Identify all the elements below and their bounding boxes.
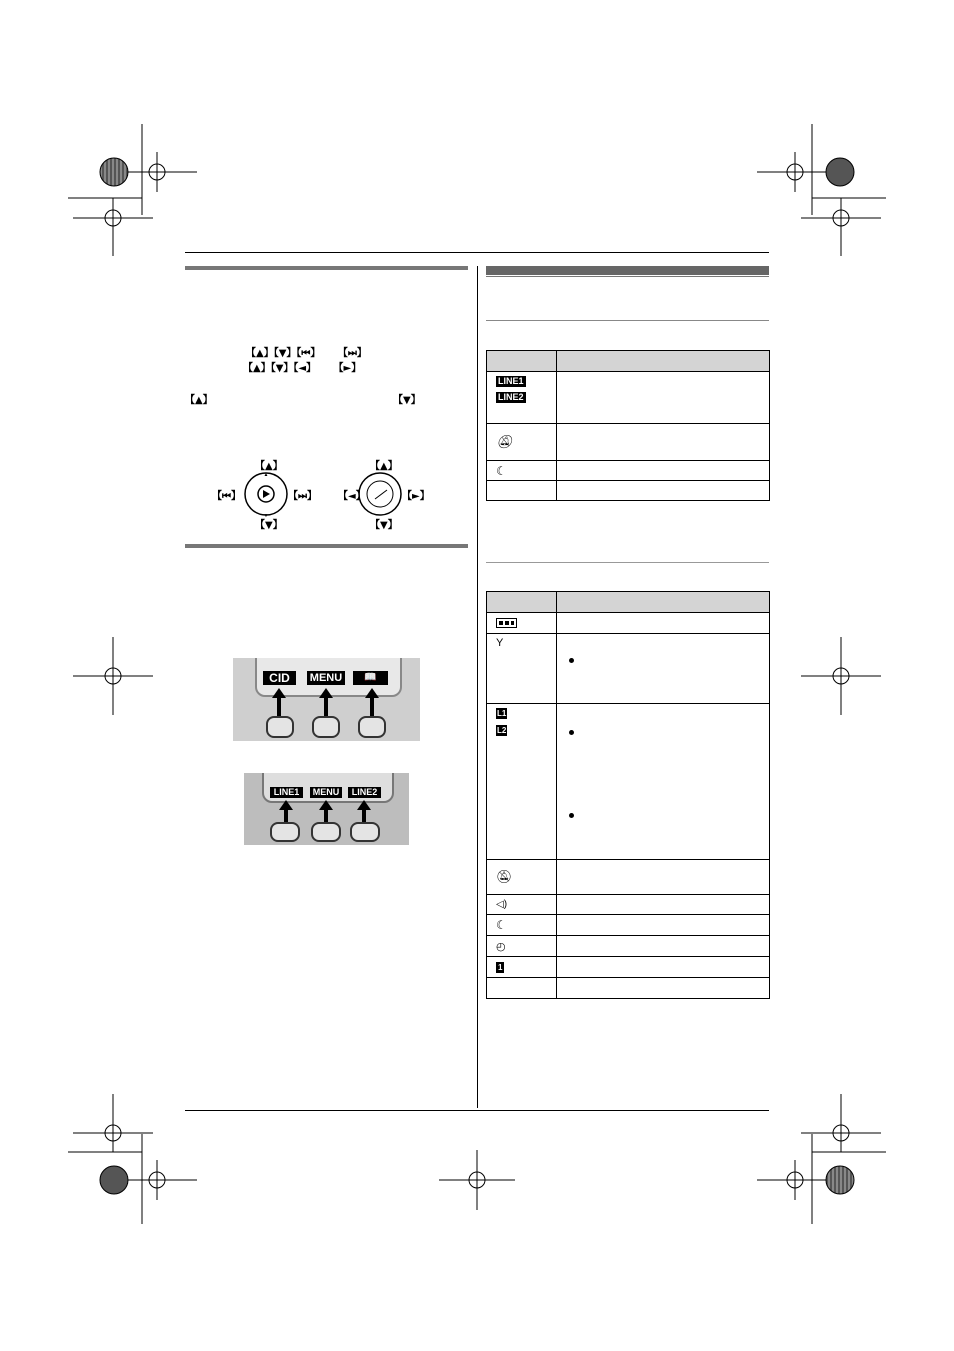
nav-key-line-2: 【▲】【▼】【◄】 【►】 xyxy=(243,363,362,374)
speaker-icon: ◁) xyxy=(496,899,508,910)
handset-number-icon: 1 xyxy=(498,962,503,972)
column-divider xyxy=(477,266,478,1108)
base-soft-key-right xyxy=(358,716,386,738)
diagram-right-down: 【▼】 xyxy=(370,520,398,531)
table-row xyxy=(487,860,770,895)
table-header-meaning xyxy=(557,592,770,613)
table-header-icon xyxy=(487,592,557,613)
table-row xyxy=(487,978,770,999)
antenna-icon: Y xyxy=(496,637,504,649)
alarm-icon: ◴ xyxy=(496,940,506,953)
diagram-right-up: 【▲】 xyxy=(370,461,398,472)
ringer-off-icon: 🔕︎ xyxy=(496,869,513,884)
handset-soft-key-left xyxy=(270,822,300,842)
night-mode-icon: ☾ xyxy=(496,463,507,478)
diagram-left-left: 【⏮】 xyxy=(212,491,241,502)
table-row xyxy=(487,936,770,957)
table-row xyxy=(487,704,770,860)
diagram-left-down: 【▼】 xyxy=(255,520,283,531)
table-row xyxy=(487,372,770,424)
section-rule xyxy=(185,266,468,270)
section-rule xyxy=(185,544,468,548)
night-mode-icon: ☾ xyxy=(496,918,507,932)
table-row xyxy=(487,895,770,915)
l1-icon: L1 xyxy=(497,709,507,718)
handset-soft-key-middle xyxy=(311,822,341,842)
handset-soft-key-right xyxy=(350,822,380,842)
base-soft-key-middle xyxy=(312,716,340,738)
handset-menu-soft-key-label: MENU xyxy=(310,787,342,798)
cid-soft-key-label: CID xyxy=(263,671,296,685)
bullet xyxy=(569,658,574,663)
diagram-right-right: 【►】 xyxy=(402,491,430,502)
table-row xyxy=(487,915,770,936)
base-soft-key-left xyxy=(266,716,294,738)
section-header-bar xyxy=(486,266,769,275)
subsection-rule xyxy=(486,562,769,563)
handset-display-icons-table xyxy=(486,591,770,999)
diagram-right-left: 【◄】 xyxy=(338,491,366,502)
diagram-left-right: 【⏭】 xyxy=(288,491,317,502)
menu-soft-key-label: MENU xyxy=(307,671,345,685)
ringer-off-icon: 🔕︎ xyxy=(496,434,513,449)
svg-text:▼: ▼ xyxy=(263,513,269,519)
phonebook-soft-key-label: 📖 xyxy=(353,671,388,685)
svg-text:▲: ▲ xyxy=(263,472,269,478)
bullet xyxy=(569,730,574,735)
table-row xyxy=(487,424,770,461)
subsection-rule xyxy=(486,320,769,321)
bullet xyxy=(569,813,574,818)
line1-icon: LINE1 xyxy=(498,376,524,386)
battery-icon xyxy=(496,618,517,628)
l2-icon: L2 xyxy=(497,726,507,735)
table-row xyxy=(487,481,770,501)
table-row xyxy=(487,957,770,978)
line2-soft-key-label: LINE2 xyxy=(348,787,381,798)
diagram-left-up: 【▲】 xyxy=(255,461,283,472)
header-rule xyxy=(185,252,769,253)
nav-key-down-label: 【▼】 xyxy=(393,395,421,406)
table-row xyxy=(487,461,770,481)
base-display-icons-table xyxy=(486,350,770,501)
nav-key-up-label: 【▲】 xyxy=(185,395,213,406)
handset-soft-keys-photo xyxy=(244,773,409,845)
table-header-meaning xyxy=(557,351,770,372)
table-header-icon xyxy=(487,351,557,372)
table-row xyxy=(487,613,770,634)
line2-icon: LINE2 xyxy=(498,392,524,402)
line1-soft-key-label: LINE1 xyxy=(270,787,303,798)
nav-key-line-1: 【▲】【▼】【⏮】 【⏭】 xyxy=(246,348,367,359)
section-header-underline xyxy=(486,276,769,277)
table-row xyxy=(487,634,770,704)
footer-rule xyxy=(185,1110,769,1111)
base-unit-soft-keys-photo xyxy=(233,658,420,741)
